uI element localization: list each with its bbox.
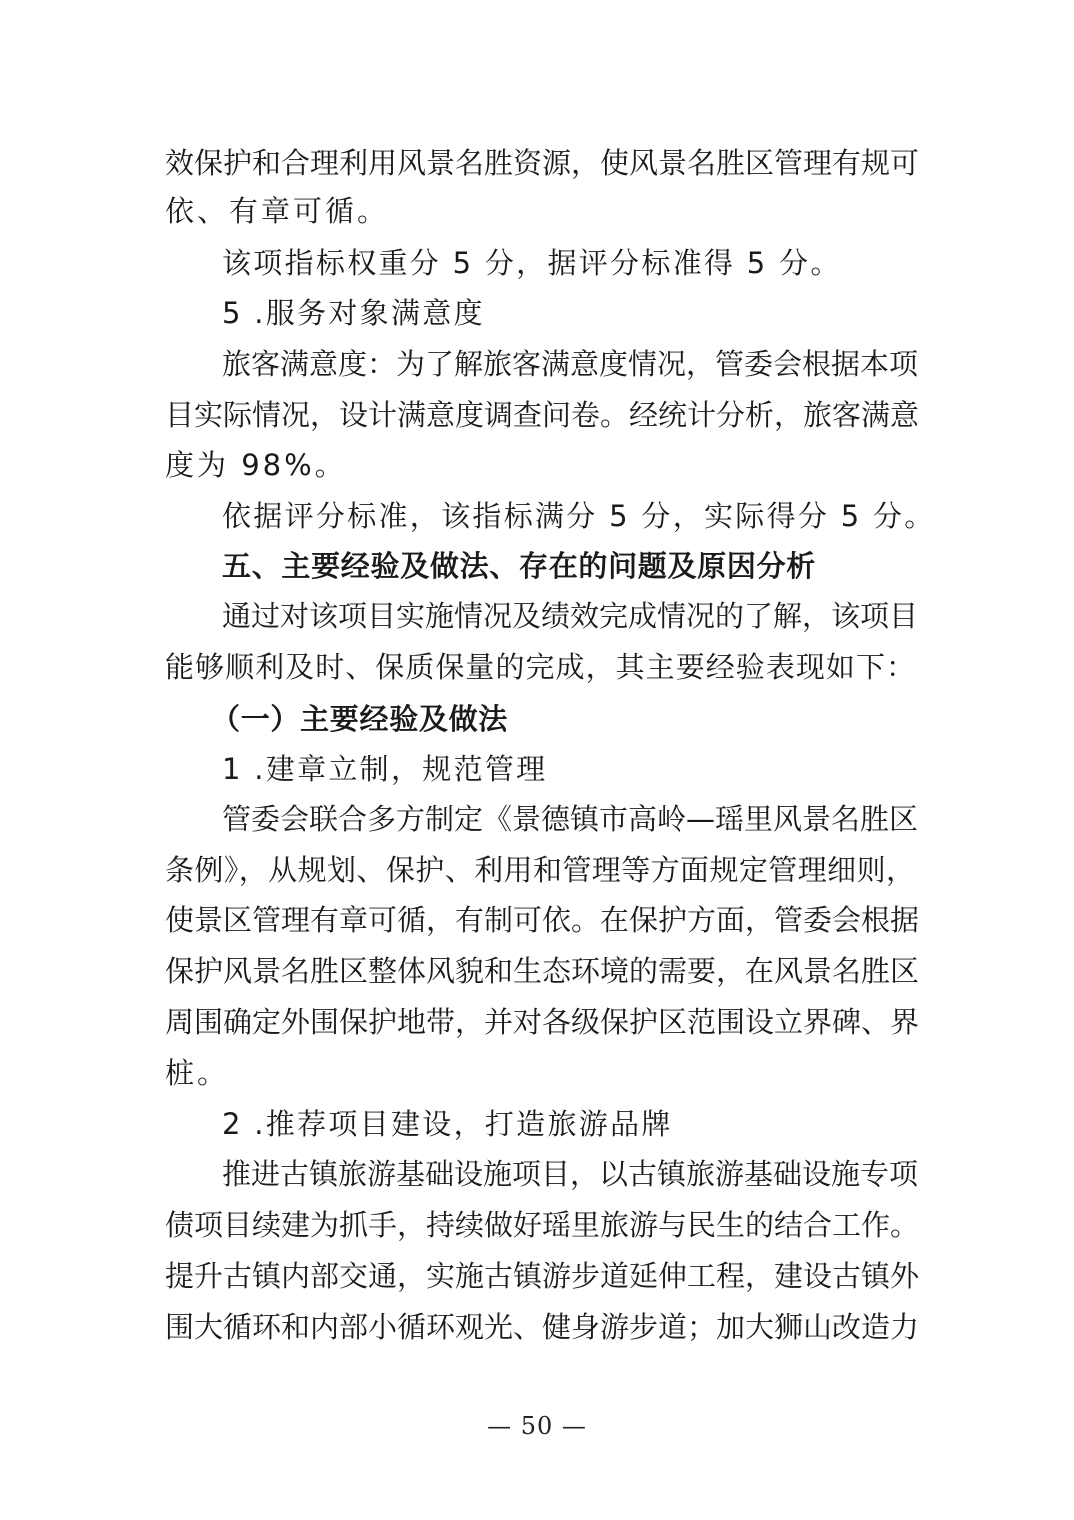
subsection-heading: （一）主要经验及做法 xyxy=(211,702,509,736)
body-text-line: 提升古镇内部交通，实施古镇游步道延伸工程，建设古镇外 xyxy=(165,1259,920,1293)
section-heading: 五、主要经验及做法、存在的问题及原因分析 xyxy=(222,549,817,583)
item-heading: 1 .建章立制，规范管理 xyxy=(222,752,548,786)
subsection-heading: 5 .服务对象满意度 xyxy=(222,296,485,330)
item-heading: 2 .推荐项目建设，打造旅游品牌 xyxy=(222,1107,673,1141)
score-statement: 依据评分标准，该指标满分 5 分，实际得分 5 分。 xyxy=(222,499,936,533)
body-text-line: 债项目续建为抓手，持续做好瑶里旅游与民生的结合工作。 xyxy=(165,1208,920,1242)
body-text-line: 旅客满意度：为了解旅客满意度情况，管委会根据本项 xyxy=(222,347,919,381)
body-text-line: 效保护和合理利用风景名胜资源，使风景名胜区管理有规可 xyxy=(165,146,920,180)
body-text-line: 管委会联合多方制定《景德镇市高岭—瑶里风景名胜区 xyxy=(222,802,919,836)
body-text-line: 周围确定外围保护地带，并对各级保护区范围设立界碑、界 xyxy=(165,1005,920,1039)
body-text-line: 能够顺利及时、保质保量的完成，其主要经验表现如下： xyxy=(165,650,915,684)
body-text-line: 围大循环和内部小循环观光、健身游步道；加大狮山改造力 xyxy=(165,1310,920,1344)
page-number: — 50 — xyxy=(487,1412,587,1440)
body-text-line: 桩。 xyxy=(165,1056,230,1090)
body-text-line: 条例》，从规划、保护、利用和管理等方面规定管理细则， xyxy=(165,853,915,887)
body-text-line: 推进古镇旅游基础设施项目，以古镇旅游基础设施专项 xyxy=(222,1157,919,1191)
body-text-line: 依、有章可循。 xyxy=(165,194,390,228)
body-text-line: 保护风景名胜区整体风貌和生态环境的需要，在风景名胜区 xyxy=(165,954,920,988)
body-text-line: 目实际情况，设计满意度调查问卷。经统计分析，旅客满意 xyxy=(165,398,920,432)
body-text-line: 通过对该项目实施情况及绩效完成情况的了解，该项目 xyxy=(222,599,919,633)
body-text-line: 使景区管理有章可循，有制可依。在保护方面，管委会根据 xyxy=(165,903,920,937)
score-statement: 该项指标权重分 5 分，据评分标准得 5 分。 xyxy=(222,246,842,280)
body-text-line: 度为 98%。 xyxy=(165,448,347,482)
